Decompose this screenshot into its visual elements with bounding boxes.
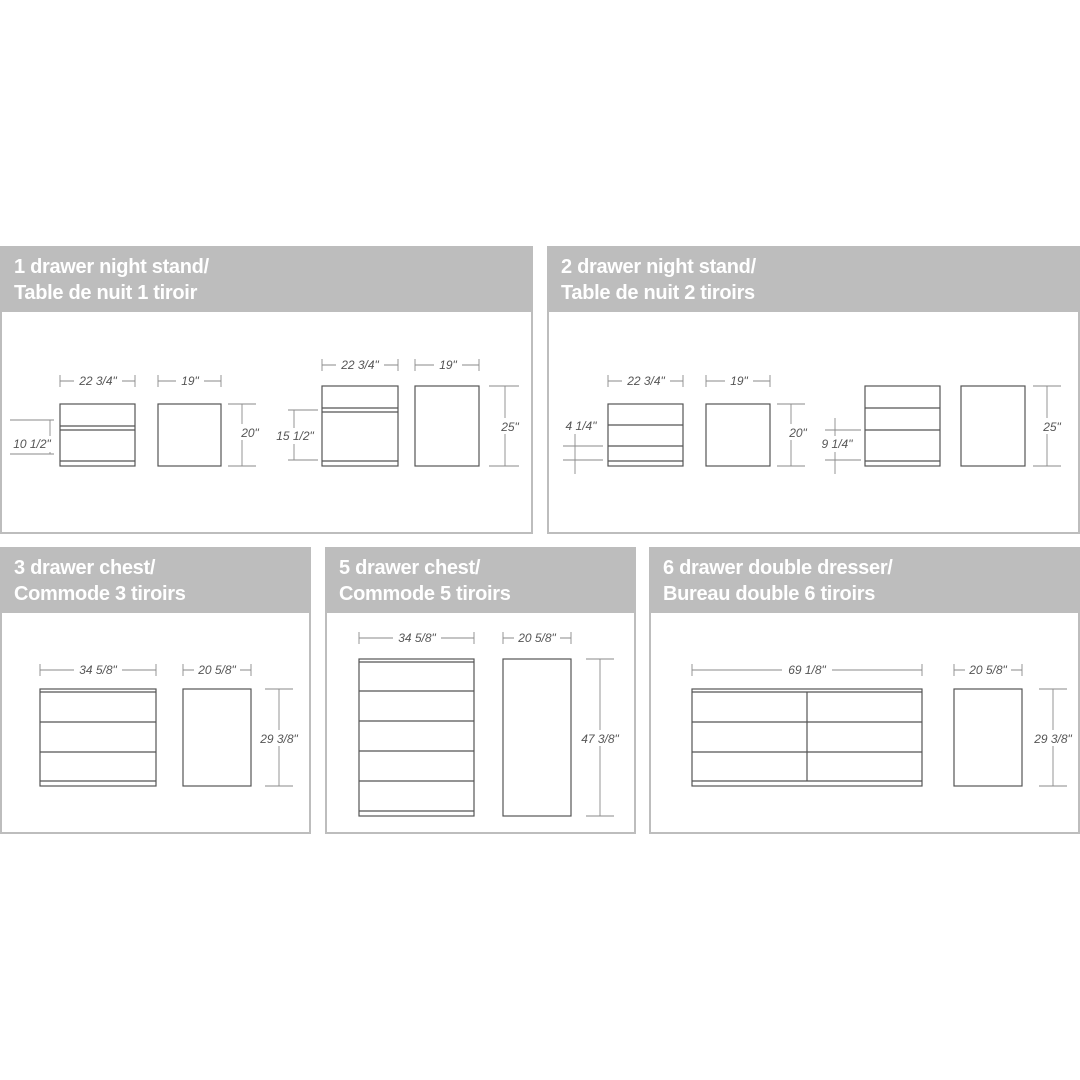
- night-stand-tall-front: [865, 386, 940, 466]
- night-stand-low-front: [60, 404, 135, 466]
- width-label: 69 1/8": [788, 663, 826, 677]
- width-dimension: [322, 356, 398, 372]
- panel-5-drawing: [651, 549, 1080, 834]
- night-stand-tall-front: [322, 386, 398, 466]
- panel-title-en: 1 drawer night stand/: [14, 256, 209, 278]
- side-height-dimension: [559, 418, 603, 474]
- width-label: 22 3/4": [341, 358, 379, 372]
- chest-side: [183, 689, 251, 786]
- night-stand-tall-side: [961, 386, 1025, 466]
- width-label: 22 3/4": [627, 374, 665, 388]
- panel-title-en: 3 drawer chest/: [14, 557, 156, 579]
- depth-dimension: [415, 356, 479, 372]
- side-height-label: 9 1/4": [821, 437, 853, 451]
- panel-1-drawing: [2, 248, 533, 534]
- panel-title-fr: Table de nuit 2 tiroirs: [561, 282, 755, 304]
- depth-label: 20 5/8": [518, 631, 556, 645]
- side-height-label: 15 1/2": [276, 429, 314, 443]
- depth-label: 20 5/8": [969, 663, 1007, 677]
- height-dimension: [1029, 689, 1077, 786]
- height-label: 29 3/8": [1034, 732, 1072, 746]
- height-dimension: [1033, 386, 1069, 466]
- width-dimension: [692, 661, 922, 677]
- width-dimension: [40, 661, 156, 677]
- panel-title-fr: Commode 5 tiroirs: [339, 583, 511, 605]
- depth-dimension: [158, 372, 221, 388]
- height-dimension: [228, 404, 264, 466]
- panel-5-drawer-chest: [325, 547, 636, 834]
- height-label: 47 3/8": [581, 732, 619, 746]
- dresser-side: [954, 689, 1022, 786]
- night-stand-low-side: [158, 404, 221, 466]
- panel-title-en: 6 drawer double dresser/: [663, 557, 893, 579]
- width-label: 34 5/8": [79, 663, 117, 677]
- height-dimension: [577, 659, 623, 816]
- depth-dimension: [183, 661, 251, 677]
- chest-front: [359, 659, 474, 816]
- panel-title-en: 2 drawer night stand/: [561, 256, 756, 278]
- panel-title-fr: Table de nuit 1 tiroir: [14, 282, 198, 304]
- width-label: 34 5/8": [398, 631, 436, 645]
- panel-6-drawer-double-dresser: [649, 547, 1080, 834]
- side-height-dimension: [10, 420, 54, 454]
- width-dimension: [359, 629, 474, 645]
- width-dimension: [608, 372, 683, 388]
- panel-1-drawer-night-stand: [0, 246, 533, 534]
- panel-title-en: 5 drawer chest/: [339, 557, 481, 579]
- dresser-front: [692, 689, 922, 786]
- night-stand-tall-side: [415, 386, 479, 466]
- side-height-dimension: [815, 418, 861, 474]
- depth-label: 19": [730, 374, 748, 388]
- height-label: 20": [789, 426, 807, 440]
- height-dimension: [256, 689, 302, 786]
- side-height-label: 10 1/2": [13, 437, 51, 451]
- depth-dimension: [503, 629, 571, 645]
- width-label: 22 3/4": [79, 374, 117, 388]
- panel-3-drawing: [2, 549, 311, 834]
- side-height-label: 4 1/4": [565, 419, 597, 433]
- panel-2-drawing: [549, 248, 1080, 534]
- side-height-dimension: [272, 410, 318, 460]
- height-label: 25": [501, 420, 519, 434]
- night-stand-low-front: [608, 404, 683, 466]
- width-dimension: [60, 372, 135, 388]
- panel-3-drawer-chest: [0, 547, 311, 834]
- depth-label: 19": [439, 358, 457, 372]
- panel-4-drawing: [327, 549, 636, 834]
- height-dimension: [777, 404, 813, 466]
- panel-title-fr: Bureau double 6 tiroirs: [663, 583, 876, 605]
- height-label: 25": [1043, 420, 1061, 434]
- depth-dimension: [954, 661, 1022, 677]
- panel-title-fr: Commode 3 tiroirs: [14, 583, 186, 605]
- depth-label: 20 5/8": [198, 663, 236, 677]
- depth-label: 19": [181, 374, 199, 388]
- night-stand-low-side: [706, 404, 770, 466]
- panel-2-drawer-night-stand: [547, 246, 1080, 534]
- height-label: 29 3/8": [260, 732, 298, 746]
- chest-front: [40, 689, 156, 786]
- height-dimension: [489, 386, 526, 466]
- chest-side: [503, 659, 571, 816]
- height-label: 20": [241, 426, 259, 440]
- depth-dimension: [706, 372, 770, 388]
